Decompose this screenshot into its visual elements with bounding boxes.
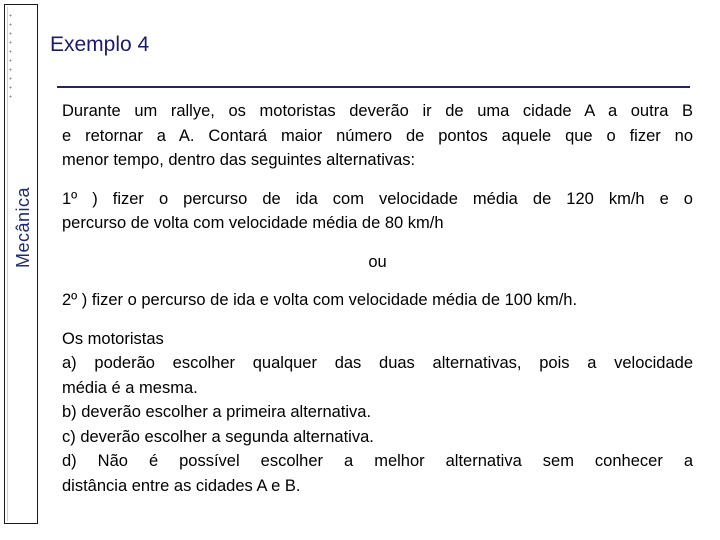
option-c: c) deverão escolher a segunda alternativa. (62, 427, 374, 446)
option-b: b) deverão escolher a primeira alternativa. (62, 403, 372, 421)
question-intro: Os motoristas (62, 329, 164, 348)
alternative-1-line: 1º ) fizer o percurso de ida com velocidade média de 120 km/h e o (62, 189, 693, 208)
question-options (62, 327, 693, 499)
alternative-1-line: percurso de volta com velocidade média de 80 km/h (62, 214, 444, 232)
sidebar-subject (9, 167, 39, 287)
statement-line: menor tempo, dentro das seguintes alternativas: (62, 151, 416, 169)
alternative-2-line: 2º ) fizer o percurso de ida e volta com velocidade média de 100 km/h. (62, 291, 578, 309)
alternatives-separator: ou (368, 252, 387, 271)
slide-content (62, 99, 693, 498)
option-a-line: a) poderão escolher qualquer das duas alternativas, pois a velocidade (62, 354, 693, 372)
sidebar-dots-decoration (9, 11, 12, 101)
title-underline (57, 86, 690, 88)
option-d-line: d) Não é possível escolher a melhor alternativa sem conhecer a (62, 452, 693, 470)
sidebar-subject-label: Mecânica (13, 186, 34, 268)
problem-statement (62, 99, 693, 173)
statement-line: e retornar a A. Contará maior número de pontos aquele que o fizer no (62, 126, 693, 145)
option-a-line: média é a mesma. (62, 378, 198, 397)
alternative-1 (62, 187, 693, 236)
alternative-2 (62, 288, 693, 313)
sidebar-frame (4, 4, 38, 524)
page-title: Exemplo 4 (50, 33, 150, 56)
option-d-line: distância entre as cidades A e B. (62, 476, 301, 495)
statement-line: Durante um rallye, os motoristas deverão ir de uma cidade A a outra B (62, 102, 693, 120)
